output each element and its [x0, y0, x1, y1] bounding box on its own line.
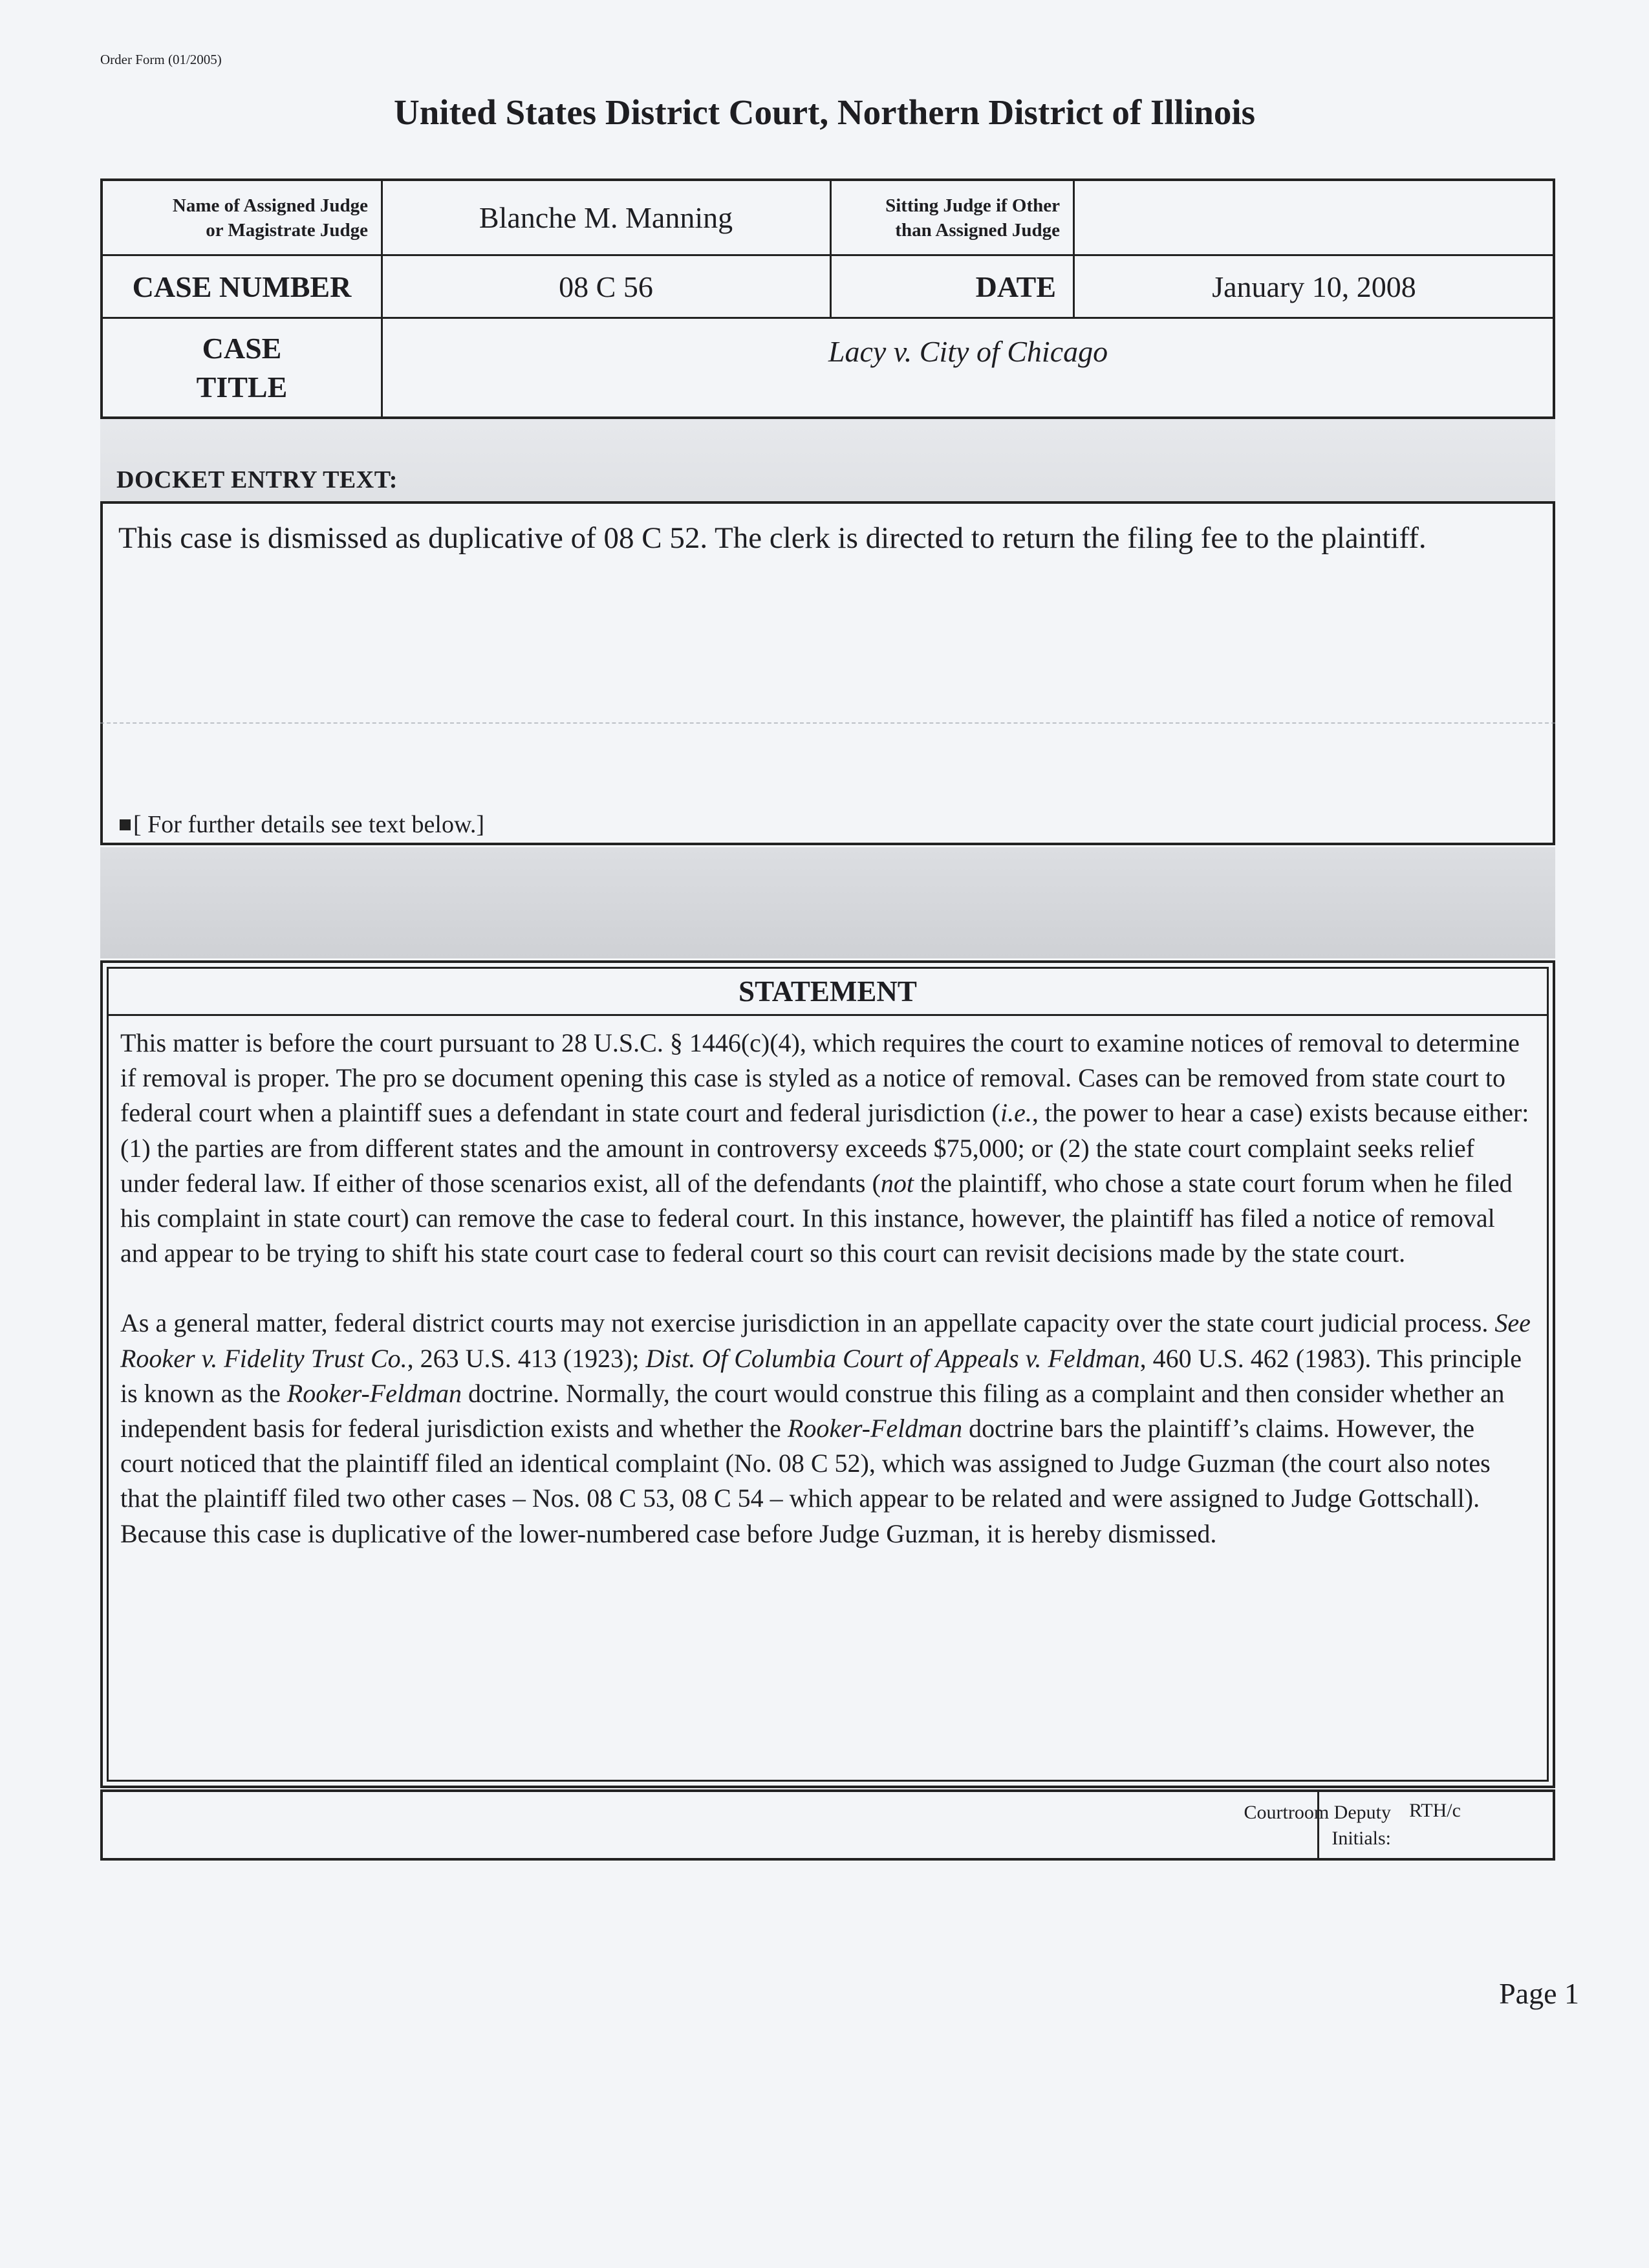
case-title-label-line2: TITLE [196, 371, 288, 404]
case-title-label [103, 319, 381, 417]
case-number-value: 08 C 56 [559, 270, 653, 303]
statement-text: , 460 U.S. 462 (1983). This principle is known as the [120, 1343, 1522, 1408]
case-header-table [100, 178, 1555, 419]
deputy-initials-value: RTH/c [1409, 1800, 1461, 1821]
docket-entry-box [100, 501, 1555, 845]
statement-text: , the power to hear a case) exists because either: (1) the parties are from different states and the amount in controversy exceeds $75,000; or (2) the state court complaint seeks relief under federal law. If either of those scenarios exist, all of the defendants ( [120, 1098, 1529, 1198]
case-title-label-line1: CASE [202, 332, 282, 365]
court-title: United States District Court, Northern District of Illinois [393, 92, 1256, 132]
assigned-judge-value: Blanche M. Manning [479, 201, 733, 234]
statement-italic: not [880, 1168, 914, 1198]
statement-italic: i.e. [1000, 1098, 1032, 1128]
statement-box [100, 960, 1555, 1788]
date-label: DATE [975, 270, 1056, 303]
statement-text: doctrine bars the plaintiff’s claims. However, the court noticed that the plaintiff filed an identical complaint (No. 08 C 52), which was assigned to Judge Guzman (the court also notes that the plaintiff filed two other cases – Nos. 08 C 53, 08 C 54 – which appear to be related and were assigned to Judge Gottschall). Because this case is duplicative of the lower-numbered case before Judge Guzman, it is hereby dismissed. [120, 1414, 1491, 1548]
case-number-label: CASE NUMBER [132, 270, 352, 303]
doctrine-name: Rooker-Feldman [787, 1414, 963, 1443]
docket-entry-label: DOCKET ENTRY TEXT: [116, 466, 398, 493]
docket-entry-text: This case is dismissed as duplicative of 08 C 52. The clerk is directed to return the filing fee to the plaintiff. [118, 521, 1427, 555]
shaded-band [100, 847, 1555, 958]
doctrine-name: Rooker-Feldman [286, 1378, 462, 1408]
sitting-judge-label: Sitting Judge if Other than Assigned Judge [885, 195, 1060, 241]
form-code: Order Form (01/2005) [100, 52, 222, 67]
statement-text: doctrine. Normally, the court would construe this filing as a complaint and then consider whether an independent basis for federal jurisdiction exists and whether the [120, 1378, 1505, 1443]
paper-fold-line [100, 722, 1555, 724]
statement-body [120, 1026, 1533, 1586]
checkbox-square-icon [120, 819, 131, 830]
page-number: Page 1 [1499, 1977, 1579, 2010]
deputy-initials-box [100, 1789, 1555, 1861]
statement-paragraph-1 [120, 1026, 1533, 1271]
statement-paragraph-2 [120, 1306, 1533, 1551]
date-value: January 10, 2008 [1212, 270, 1416, 303]
assigned-judge-label: Name of Assigned Judge or Magistrate Judge [172, 195, 368, 241]
further-details-text: [ For further details see text below.] [133, 811, 485, 838]
case-citation: Dist. Of Columbia Court of Appeals v. Feldman [645, 1343, 1140, 1373]
statement-text: , 263 U.S. 413 (1923); [407, 1343, 646, 1373]
statement-text: This matter is before the court pursuant to 28 U.S.C. § 1446(c)(4), which requires the court to examine notices of removal to determine if removal is proper. The pro se document opening this case is styled as a notice of removal. Cases can be removed from state court to federal court when a plaintiff sues a defendant in state court and federal jurisdiction ( [120, 1028, 1520, 1128]
sitting-judge-value [1075, 181, 1553, 254]
statement-text: the plaintiff, who chose a state court forum when he filed his complaint in state court) can remove the case to federal court. In this instance, however, the plaintiff has filed a notice of removal and appear to be trying to shift his state court case to federal court so this court can revisit decisions made by the state court. [120, 1168, 1513, 1268]
statement-text: As a general matter, federal district courts may not exercise jurisdiction in an appellate capacity over the state court judicial process. [120, 1308, 1495, 1338]
statement-inner-frame [107, 967, 1549, 1782]
further-details-note [120, 810, 484, 839]
case-citation: See Rooker v. Fidelity Trust Co. [120, 1308, 1531, 1373]
case-title-value: Lacy v. City of Chicago [828, 334, 1108, 368]
statement-heading: STATEMENT [109, 969, 1547, 1016]
courtroom-deputy-label: Courtroom Deputy Initials: [1244, 1802, 1391, 1849]
